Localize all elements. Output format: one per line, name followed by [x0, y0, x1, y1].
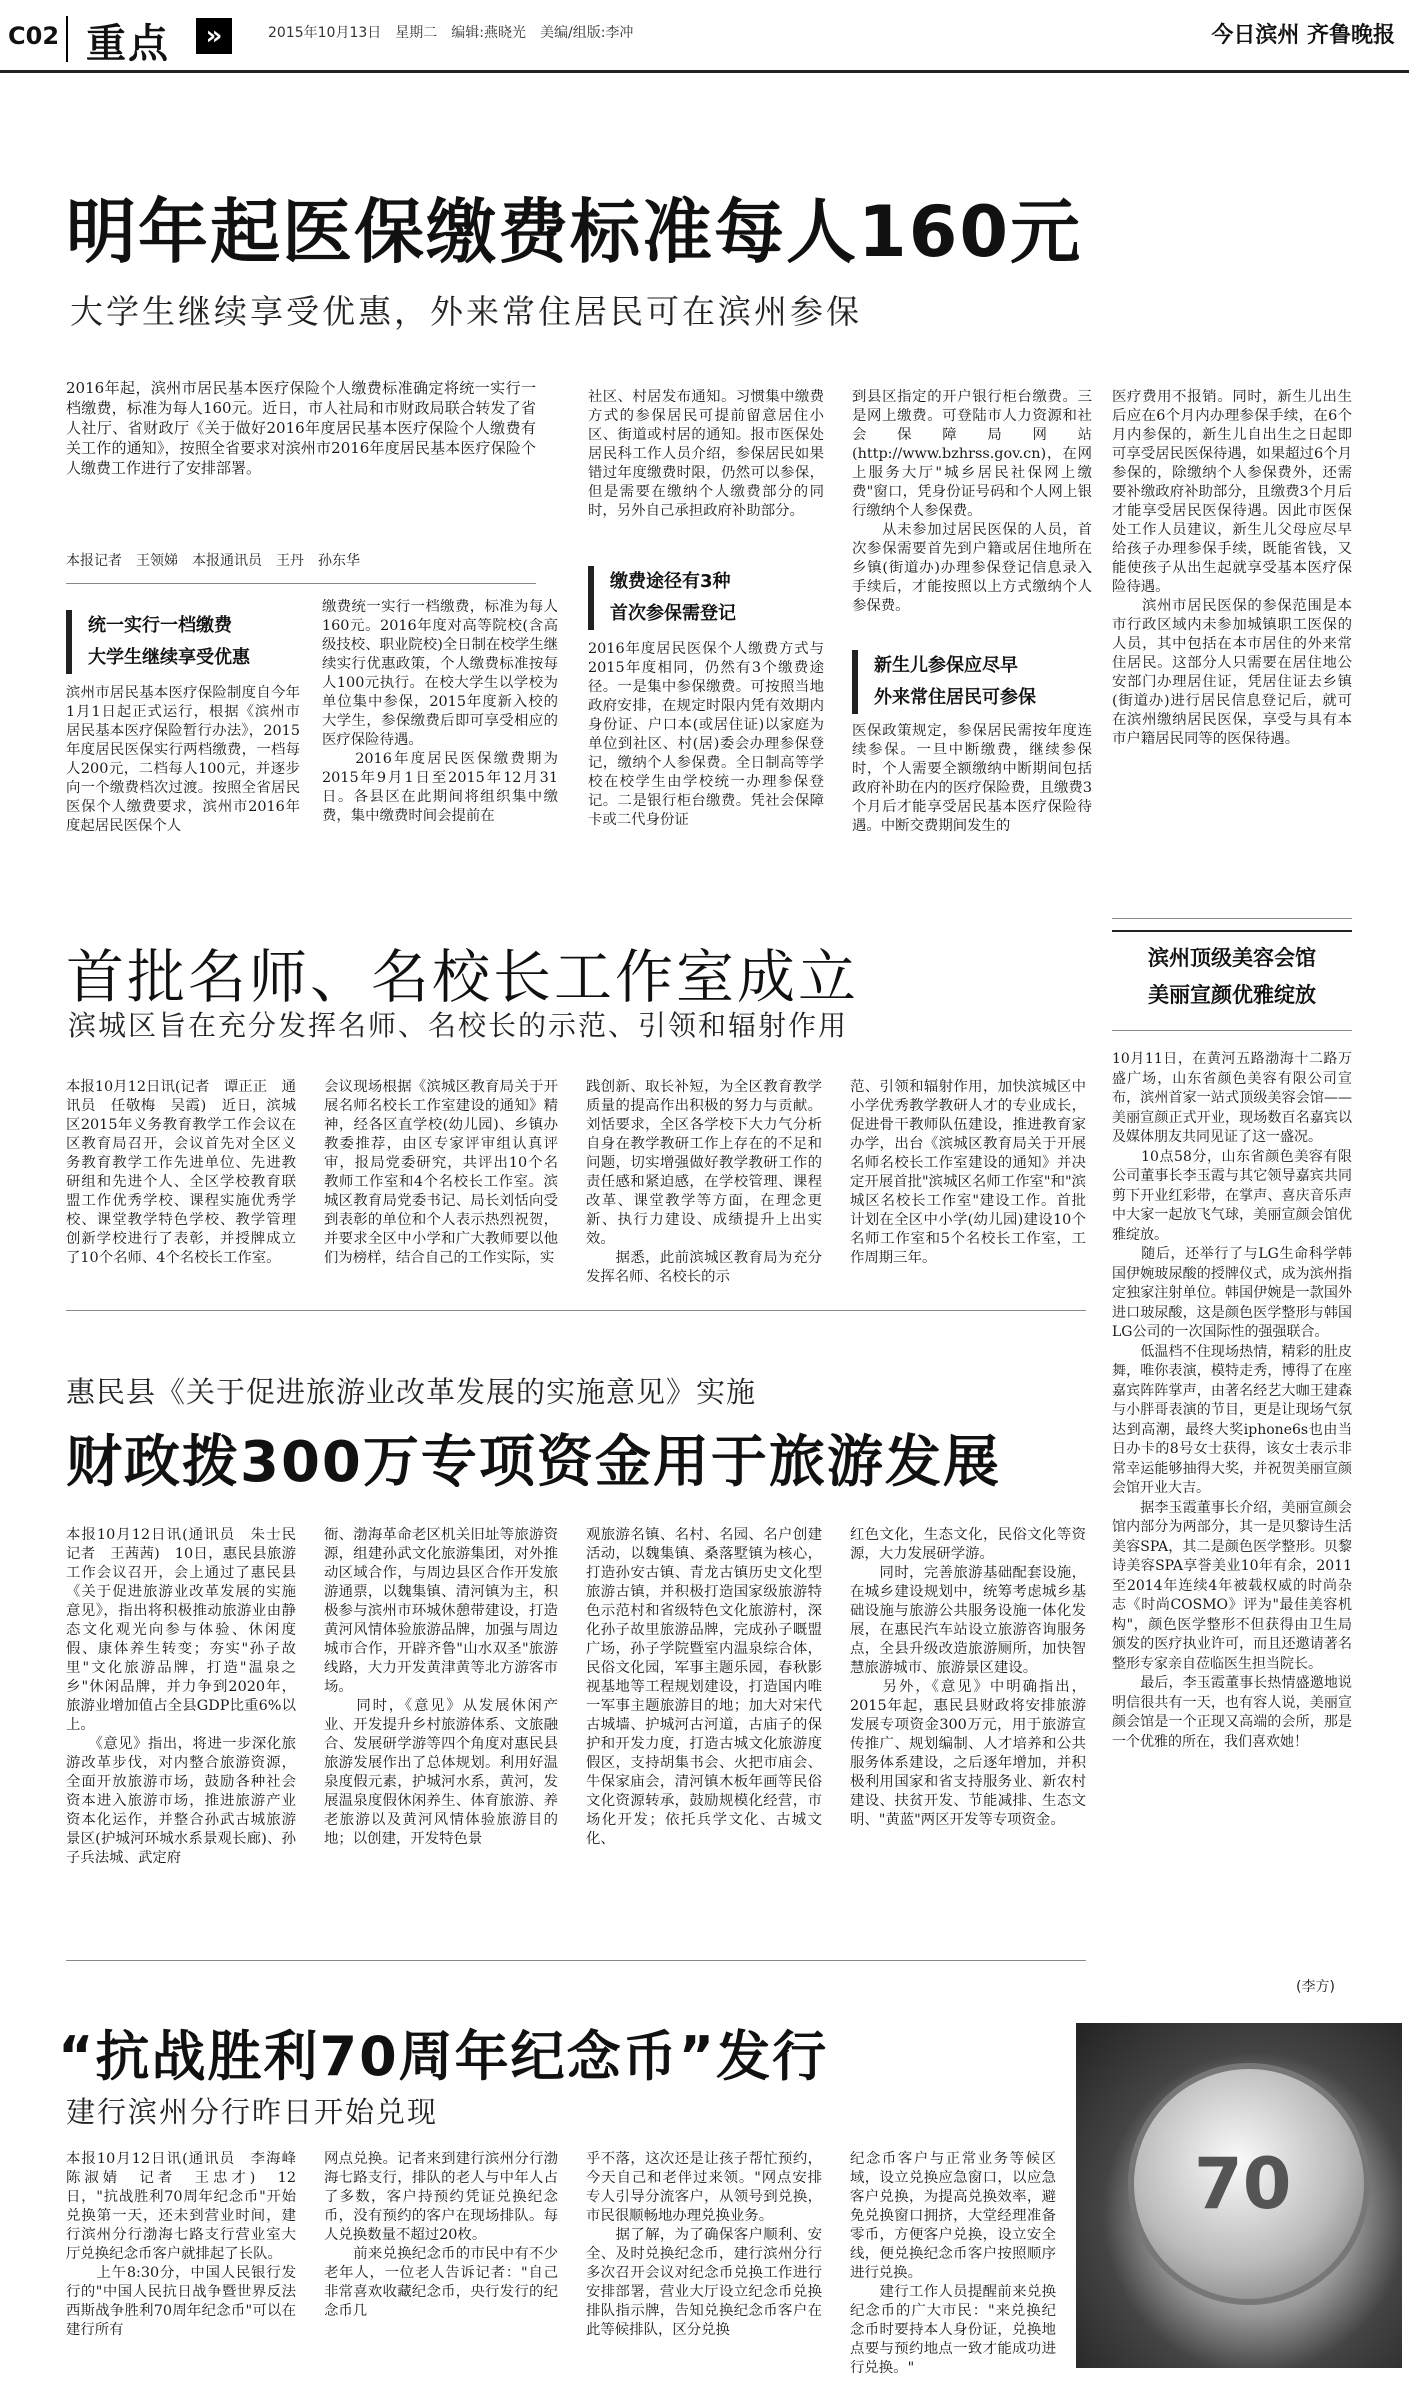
article-column: 本报10月12日讯(通讯员 朱士民 记者 王茜茜) 10日，惠民县旅游工作会议召开，会上通过了惠民县《关于促进旅游业改革发展的实施意见》，指出将积极推动旅游业由静态文化观光向参与体验、休闲度假、康体养生转变；夯实"孙子故里"文化旅游品牌，打造"温泉之乡"休闲品牌，并力争到2020年，旅游业增加值占全县GDP比重6%以上。 《意见》指出，将进一步深化旅游改革步伐，对内整合旅游资源，全面开放旅游市场，鼓励各种社会资本进入旅游市场，推进旅游产业资本化运作，并整合孙武古城旅游景区(护城河环城水系景观长廊)、孙子兵法城、武定府	[66, 1527, 296, 1866]
coin-number: 70	[1194, 2143, 1292, 2225]
article-column: 红色文化，生态文化，民俗文化等资源，大力发展研学游。 同时，完善旅游基础配套设施，在城乡建设规划中，统筹考虑城乡基础设施与旅游公共服务设施一体化发展，在惠民汽车站设立旅游咨询服务点，全县升级改造旅游厕所，加快智慧旅游城市、旅游景区建设。 另外，《意见》中明确指出，2015年起，惠民县财政将安排旅游发展专项资金300万元，用于旅游宣传推广、规划编制、人才培养和公共服务体系建设，之后逐年增加，并积极利用国家和省支持服务业、新农村建设、扶贫开发、节能减排、生态文明、"黄蓝"两区开发等专项资金。	[850, 1527, 1086, 1828]
header-rule	[0, 70, 1409, 73]
article-column: 网点兑换。记者来到建行滨州分行渤海七路支行，排队的老人与中年人占了多数，客户持预约凭证兑换纪念币，没有预约的客户在现场排队。每人兑换数量不超过20枚。 前来兑换纪念币的市民中有不少老年人，一位老人告诉记者："自己非常喜欢收藏纪念币，央行发行的纪念币几	[324, 2151, 558, 2319]
divider	[66, 1310, 1086, 1311]
article-column: 缴费统一实行一档缴费，标准为每人160元。2016年度对高等院校(含高级技校、职业院校)全日制在校学生继续实行优惠政策，个人缴费标准按每人100元执行。在校大学生以学校为单位集中参保，2015年度新入校的大学生，参保缴费后即可享受相应的医疗保险待遇。 2016年度居民医保缴费期为2015年9月1日至2015年12月31日。各县区在此期间将组织集中缴费，集中缴费时间会提前在	[322, 599, 558, 824]
article-column: 本报10月12日讯(通讯员 李海峰 陈淑婧 记者 王忠才) 12日，"抗战胜利70周年纪念币"开始兑换第一天，还未到营业时间，建行滨州分行渤海七路支行营业室大厅兑换纪念币客户就排起了长队。 上午8:30分，中国人民银行发行的"中国人民抗日战争暨世界反法西斯战争胜利70周年纪念币"可以在建行所有	[66, 2151, 296, 2338]
double-chevron-icon: »	[196, 18, 232, 54]
section-title: 重点	[86, 21, 170, 67]
sidebar-signoff: (李方)	[1296, 1979, 1335, 1995]
byline: 本报记者 王领娣 本报通讯员 王丹 孙东华	[66, 553, 360, 569]
article-column: 会议现场根据《滨城区教育局关于开展名师名校长工作室建设的通知》精神，经各区直学校(幼儿园)、乡镇办教委推荐，由区专家评审组认真评审，报局党委研究，共评出10个名教师工作室和4个名校长工作室。滨城区教育局党委书记、局长刘恬向受到表彰的单位和个人表示热烈祝贺，并要求全区中小学和广大教师要以他们为榜样，结合自己的工作实际，实	[324, 1079, 558, 1266]
subheadline-teacher-studios: 滨城区旨在充分发挥名师、名校长的示范、引领和辐射作用	[68, 1009, 849, 1042]
article-column: 衙、渤海革命老区机关旧址等旅游资源，组建孙武文化旅游集团，对外推动区域合作，与周边县区合作开发旅游通票，以魏集镇、清河镇为主，积极参与滨州市环城休憩带建设，打造黄河风情体验旅游品牌，加强与周边城市合作，开辟齐鲁"山水双圣"旅游线路，大力开发黄津黄等北方游客市场。 同时，《意见》从发展休闲产业、开发提升乡村旅游体系、文旅融合、发展研学游等四个角度对惠民县旅游发展作出了总体规划。利用好温泉度假元素，护城河水系，黄河，发展温泉度假休闲养生、体育旅游、养老旅游以及黄河风情体验旅游目的地；以创建，开发特色景	[324, 1527, 558, 1847]
article-column: 践创新、取长补短，为全区教育教学质量的提高作出积极的努力与贡献。刘恬要求，全区各学校下大力气分析自身在教学教研工作上存在的不足和问题，切实增强做好教学教研工作的责任感和紧迫感，在学校管理、课程改革、课堂教学等方面，在理念更新、执行力建设、成绩提升上出实效。 据悉，此前滨城区教育局为充分发挥名师、名校长的示	[586, 1079, 822, 1285]
subheading-line: 统一实行一档缴费	[88, 615, 232, 636]
subheading-unified-fee	[66, 610, 318, 674]
subheading-line: 外来常住居民可参保	[874, 687, 1036, 708]
subheadline-commemorative-coin: 建行滨州分行昨日开始兑现	[66, 2095, 439, 2129]
subheading-line: 首次参保需登记	[610, 603, 736, 624]
newspaper-name: 今日滨州 齐鲁晚报	[1211, 23, 1395, 48]
divider	[1112, 918, 1352, 919]
sidebar-rule	[1112, 930, 1352, 932]
article-column: 医疗费用不报销。同时，新生儿出生后应在6个月内办理参保手续，在6个月内参保的，新生儿自出生之日起即可享受居民医保待遇，如果超过6个月参保的，除缴纳个人参保费外，还需要补缴政府补助部分，且缴费3个月后才能享受居民医保待遇。因此市医保处工作人员建议，新生儿父母应尽早给孩子办理参保手续，既能省钱，又能使孩子从出生起就享受基本医疗保险待遇。 滨州市居民医保的参保范围是本市行政区域内未参加城镇职工医保的人员，其中包括在本市居住的外来常住居民。这部分人只需要在居住地公安部门办理居住证，凭居住证去乡镇(街道办)进行居民信息登记后，就可在滨州缴纳居民医保，享受与具有本市户籍居民同等的医保待遇。	[1112, 389, 1352, 747]
headline-tourism: 财政拨300万专项资金用于旅游发展	[66, 1430, 1001, 1495]
article-column: 范、引领和辐射作用，加快滨城区中小学优秀教学教研人才的专业成长，促进骨干教师队伍建设，推进教育家办学，出台《滨城区教育局关于开展名师名校长工作室建设的通知》并决定开展首批"滨城区名师工作室"和"滨城区名校长工作室"建设工作。首批计划在全区中小学(幼儿园)建设10个名师工作室和5个名校长工作室，工作周期三年。	[850, 1079, 1086, 1266]
subheading-line: 大学生继续享受优惠	[88, 647, 250, 668]
article-column: 医保政策规定，参保居民需按年度连续参保。一旦中断缴费，继续参保时，个人需要全额缴纳中断期间包括政府补助在内的医疗保险费，且缴费3个月后才能享受居民基本医疗保险待遇。中断交费期间发生的	[852, 723, 1092, 834]
divider	[66, 1960, 1086, 1961]
headline-teacher-studios: 首批名师、名校长工作室成立	[66, 943, 860, 1011]
article-column: 本报10月12日讯(记者 谭正正 通讯员 任敬梅 吴霞) 近日，滨城区2015年义务教育教学工作会议在区教育局召开，会议首先对全区义务教育教学工作先进单位、先进教研组和先进个人、全区学校教育联盟工作优秀学校、课程实施优秀学校、课堂教学特色学校、教学管理创新学校进行了表彰，并授牌成立了10个名师、4个名校长工作室。	[66, 1079, 296, 1266]
subheading-line: 新生儿参保应尽早	[874, 655, 1018, 676]
article-column: 社区、村居发布通知。习惯集中缴费方式的参保居民可提前留意居住小区、街道或村居的通知。报市医保处居民科工作人员介绍，参保居民如果错过年度缴费时限，仍然可以参保，但是需要在缴纳个人缴费部分的同时，另外自己承担政府补助部分。	[588, 389, 824, 519]
sidebar-article: 10月11日，在黄河五路渤海十二路万盛广场，山东省颜色美容有限公司宣布，滨州首家一站式顶级美容会馆——美丽宣颜正式开业，现场数百名嘉宾以及媒体朋友共同见证了这一盛况。 10点58分，山东省颜色美容有限公司董事长李玉霞与其它领导嘉宾共同剪下开业红彩带，在掌声、喜庆音乐声中大家一起放飞气球，美丽宣颜会馆优雅绽放。 随后，还举行了与LG生命科学韩国伊婉玻尿酸的授牌仪式，成为滨州指定独家注射单位。韩国伊婉是一款国外进口玻尿酸，这是颜色医学整形与韩国LG公司的一次国际性的强强联合。 低温档不住现场热情，精彩的肚皮舞，唯你表演，模特走秀，博得了在座嘉宾阵阵掌声，由著名经艺大咖王建森与小胖哥表演的节目，更是让现场气氛达到高潮，最终大奖iphone6s也由当日办卡的8号女士获得，该女士表示非常幸运能够抽得大奖，并祝贺美丽宣颜会馆开业大吉。 据李玉霞董事长介绍，美丽宣颜会馆内部分为两部分，其一是贝黎诗生活美容SPA，其二是颜色医学整形。贝黎诗美容SPA享誉美业10年有余，2011至2014年连续4年被载权威的时尚杂志《时尚COSMO》评为"最佳美容机构"，颜色医学整形不但获得由卫生局颁发的医疗执业许可，而且还邀请著名整形专家亲自莅临医生担当院长。 最后，李玉霞董事长热情盛邀地说明信很共有一天，也有容人说，美丽宣颜会馆是一个正现又高端的会所，那是一个优雅的所在，我们喜欢她！	[1112, 1051, 1352, 1750]
sidebar-title	[1112, 940, 1352, 1014]
page-number: C02	[8, 22, 60, 50]
headline-medical-insurance: 明年起医保缴费标准每人160元	[66, 191, 1083, 273]
divider	[66, 583, 536, 584]
subheadline-medical-insurance: 大学生继续享受优惠，外来常住居民可在滨州参保	[70, 292, 862, 331]
sidebar-title-line: 滨州顶级美容会馆	[1148, 946, 1316, 970]
subheading-line: 缴费途径有3种	[610, 571, 731, 592]
subheading-newborn	[852, 650, 1088, 714]
lead-paragraph: 2016年起，滨州市居民基本医疗保险个人缴费标准确定将统一实行一档缴费，标准为每人160元。近日，市人社局和市财政局联合转发了省人社厅、省财政厅《关于做好2016年度居民基本医疗保险个人缴费有关工作的通知》，按照全省要求对滨州市2016年度居民基本医疗保险个人缴费工作进行了安排部署。	[66, 379, 536, 477]
divider	[1112, 1030, 1352, 1031]
commemorative-coin-photo	[1076, 2023, 1402, 2368]
article-column: 纪念币客户与正常业务等候区域，设立兑换应急窗口，以应急客户兑换，为提高兑换效率，避免兑换窗口拥挤，大堂经理准备零币，方便客户兑换，设立安全线，便兑换纪念币客户按照顺序进行兑换。 建行工作人员提醒前来兑换纪念币的广大市民："来兑换纪念币时要持本人身份证，兑换地点要与预约地点一致才能成功进行兑换。"	[850, 2151, 1056, 2376]
issue-meta: 2015年10月13日 星期二 编辑:燕晓光 美编/组版:李冲	[268, 25, 634, 41]
article-column: 滨州市居民基本医疗保险制度自今年1月1日起正式运行，根据《滨州市居民基本医疗保险暂行办法》，2015年度居民医保实行两档缴费，一档每人200元，二档每人100元，并逐步向一个缴费档次过渡。按照全省居民医保个人缴费要求，滨州市2016年度起居民医保个人	[66, 685, 300, 834]
header-divider	[66, 16, 68, 62]
sidebar-title-line: 美丽宣颜优雅绽放	[1148, 983, 1316, 1007]
headline-commemorative-coin: “抗战胜利70周年纪念币”发行	[58, 2025, 829, 2088]
article-column: 2016年度居民医保个人缴费方式与2015年度相同，仍然有3个缴费途径。一是集中参保缴费。可按照当地政府安排，在规定时限内凭有效期内身份证、户口本(或居住证)以家庭为单位到社区、村(居)委会办理参保登记，缴纳个人参保费。全日制高等学校在校学生由学校统一办理参保登记。二是银行柜台缴费。凭社会保障卡或二代身份证	[588, 641, 824, 828]
article-column: 观旅游名镇、名村、名园、名户创建活动，以魏集镇、桑落墅镇为核心，打造孙安古镇、青龙古镇历史文化型旅游古镇，并积极打造国家级旅游特色示范村和省级特色文化旅游村，深化孙子故里旅游品牌，完成孙子嘅盟广场，孙子学院暨室内温泉综合体，民俗文化园，军事主题乐园，春秋影视基地等工程规划建设，打造国内唯一军事主题旅游目的地；加大对宋代古城墙、护城河古河道，古庙子的保护和开发力度，打造古城文化旅游度假区，支持胡集书会、火把市庙会、牛保家庙会，清河镇木板年画等民俗文化资源转承，鼓励规模化经营，市场化开发；依托兵学文化、古城文化、	[586, 1527, 822, 1847]
kicker-tourism: 惠民县《关于促进旅游业改革发展的实施意见》实施	[66, 1375, 757, 1409]
article-column: 乎不落，这次还是让孩子帮忙预约，今天自己和老伴过来领。"网点安排专人引导分流客户，从领号到兑换，市民很顺畅地办理兑换业务。 据了解，为了确保客户顺利、安全、及时兑换纪念币，建行滨州分行多次召开会议对纪念币兑换工作进行安排部署，营业大厅设立纪念币兑换排队指示牌，告知兑换纪念币客户在此等候排队，区分兑换	[586, 2151, 822, 2338]
subheading-payment-methods	[588, 566, 824, 630]
article-column: 到县区指定的开户银行柜台缴费。三是网上缴费。可登陆市人力资源和社会保障局网站(http://www.bzhrss.gov.cn)，在网上服务大厅"城乡居民社保网上缴费"窗口，凭身份证号码和个人网上银行缴纳个人参保费。 从未参加过居民医保的人员，首次参保需要首先到户籍或居住地所在乡镇(街道办)办理参保登记信息录入手续后，才能按照以上方式缴纳个人参保费。	[852, 389, 1092, 614]
